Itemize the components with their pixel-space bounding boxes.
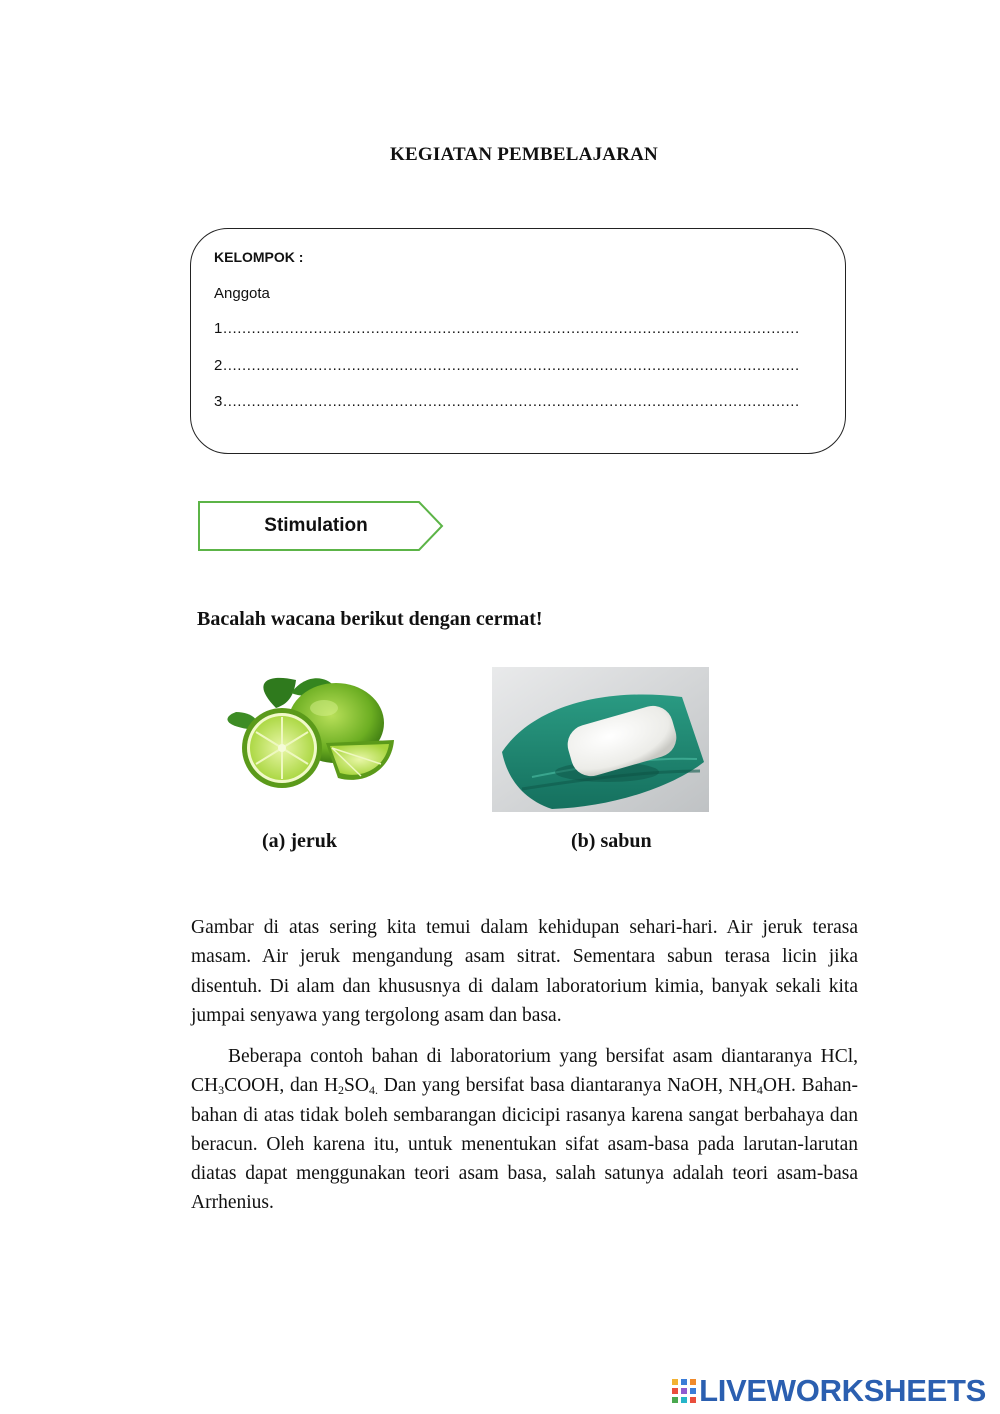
paragraph-2-text: SO — [344, 1075, 369, 1097]
member-line-1[interactable]: 1......................................................................................................................... — [214, 320, 800, 337]
paragraph-2-text: Beberapa contoh bahan di laboratorium yang bersifat asam diantaranya HCl, CH — [191, 1046, 858, 1097]
group-label: KELOMPOK : — [214, 249, 304, 265]
paragraph-2 — [191, 1042, 858, 1218]
lime-image — [216, 668, 400, 798]
liveworksheets-watermark — [672, 1373, 986, 1409]
subscript: 4 — [756, 1083, 763, 1098]
paragraph-2-text: Dan yang bersifat basa diantaranya NaOH, NH — [377, 1075, 757, 1097]
member-line-3[interactable]: 3......................................................................................................................... — [214, 393, 800, 410]
subscript: 3 — [218, 1083, 225, 1098]
paragraph-2-text: OH. Bahan-bahan di atas tidak boleh sembarangan dicicipi rasanya karena sangat berbahaya dan beracun. Oleh karena itu, untuk menentukan sifat asam-basa pada larutan-larutan diatas dapat menggunakan teori asam basa, salah satunya adalah teori asam-basa Arrhenius. — [191, 1075, 858, 1214]
watermark-text: LIVEWORKSHEETS — [699, 1373, 986, 1408]
group-info-box — [190, 228, 846, 454]
stimulation-label: Stimulation — [264, 515, 368, 536]
subscript: 2 — [338, 1083, 345, 1098]
paragraph-2-text: COOH, dan H — [224, 1075, 339, 1097]
liveworksheets-logo-icon — [672, 1379, 696, 1403]
members-label: Anggota — [214, 285, 270, 302]
caption-jeruk: (a) jeruk — [262, 830, 337, 852]
reading-instruction: Bacalah wacana berikut dengan cermat! — [197, 608, 543, 630]
paragraph-1: Gambar di atas sering kita temui dalam kehidupan sehari-hari. Air jeruk terasa masam. Air jeruk mengandung asam sitrat. Sementara sabun terasa licin jika disentuh. Di alam dan khususnya di dalam laboratorium kimia, banyak sekali kita jumpai senyawa yang tergolong asam dan basa. — [191, 917, 858, 1026]
page-title: KEGIATAN PEMBELAJARAN — [390, 144, 658, 165]
member-line-2[interactable]: 2......................................................................................................................... — [214, 357, 800, 374]
stimulation-tag — [198, 501, 444, 551]
soap-image — [492, 667, 709, 812]
caption-sabun: (b) sabun — [571, 830, 652, 852]
subscript: 4. — [368, 1083, 378, 1098]
